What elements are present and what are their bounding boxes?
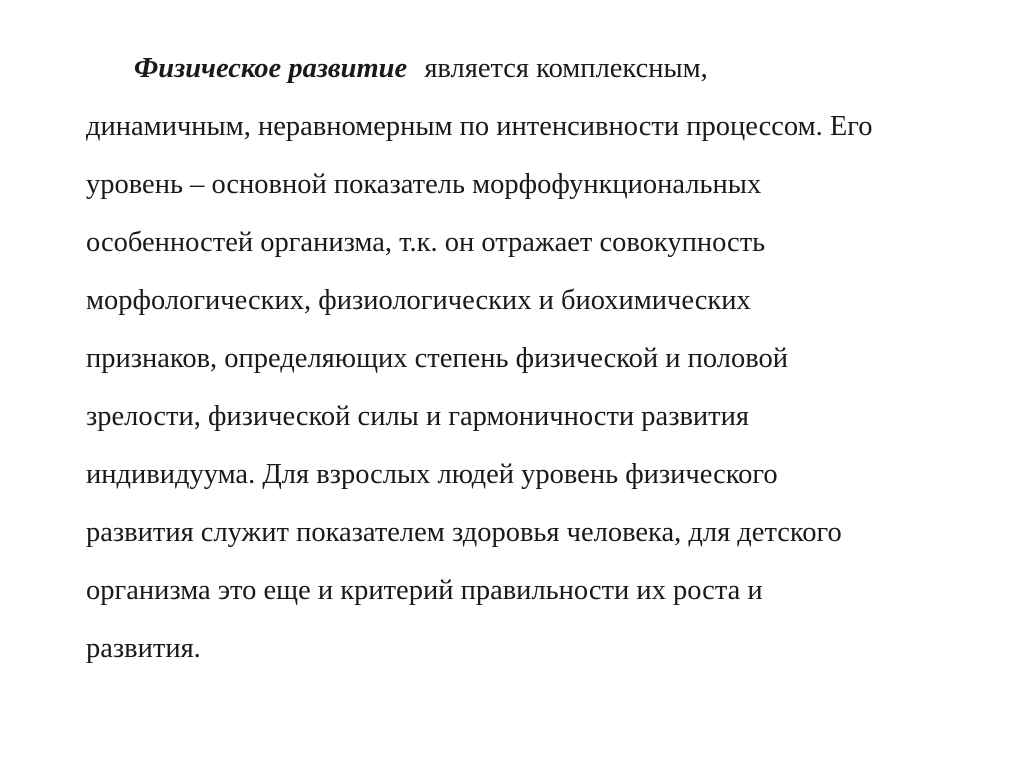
paragraph-line-9: развития служит показателем здоровья человека, для детского bbox=[86, 517, 842, 548]
paragraph-line-5: морфологических, физиологических и биохимических bbox=[86, 285, 751, 316]
paragraph-line-11: развития. bbox=[86, 633, 201, 664]
paragraph-line-3: уровень – основной показатель морфофункциональных bbox=[86, 169, 762, 200]
paragraph-line-8: индивидуума. Для взрослых людей уровень физического bbox=[86, 459, 778, 490]
defined-term: Физическое развитие bbox=[134, 53, 408, 84]
paragraph-line-6: признаков, определяющих степень физической и половой bbox=[86, 343, 789, 374]
paragraph-line-2: динамичным, неравномерным по интенсивности процессом. Его bbox=[86, 111, 873, 142]
paragraph-line-10: организма это еще и критерий правильности их роста и bbox=[86, 575, 763, 606]
first-line-text: является комплексным, bbox=[424, 53, 708, 84]
paragraph-line-7: зрелости, физической силы и гармоничности развития bbox=[86, 401, 749, 432]
paragraph-line-1 bbox=[86, 40, 1006, 98]
definition-paragraph bbox=[86, 40, 1006, 678]
paragraph-line-4: особенностей организма, т.к. он отражает совокупность bbox=[86, 227, 766, 258]
